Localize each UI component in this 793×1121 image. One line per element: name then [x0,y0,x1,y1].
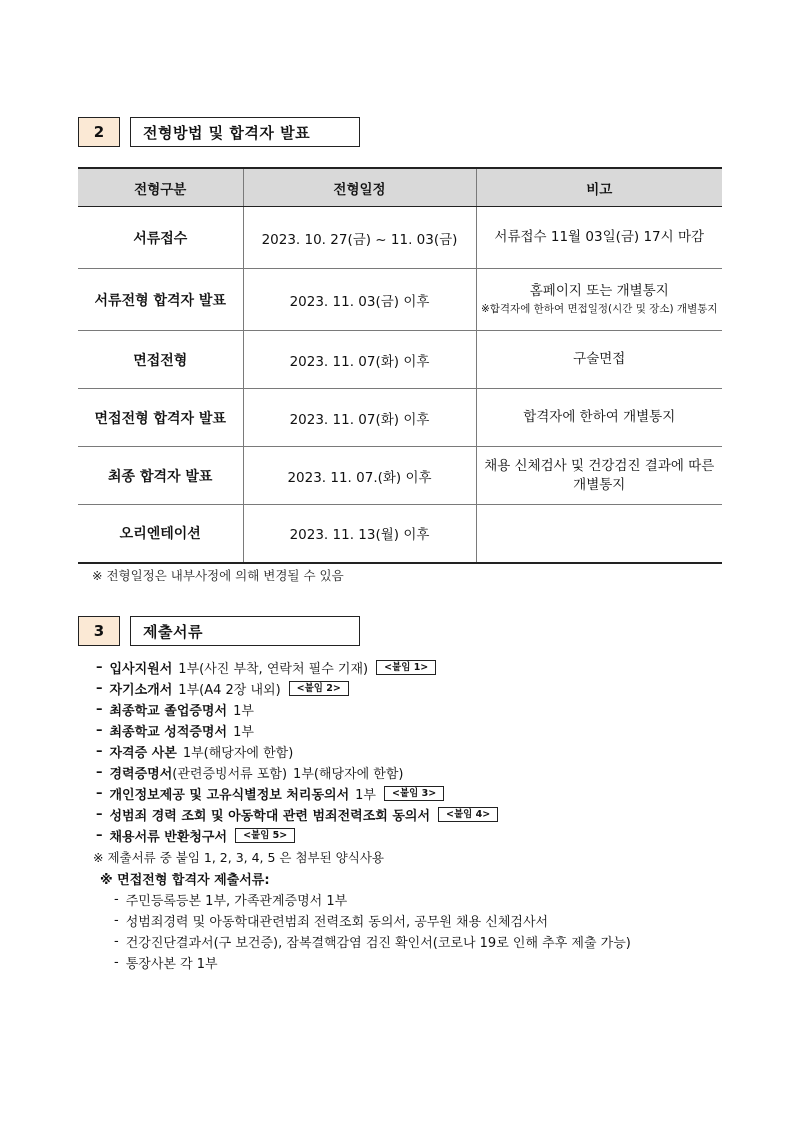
table-row [78,269,722,331]
row-note-small: ※합격자에 한하여 면접일정(시간 및 장소) 개별통지 [480,303,718,315]
row-category: 서류전형 합격자 발표 [78,269,243,331]
list-item [96,804,736,825]
row-note: 서류접수 11월 03일(금) 17시 마감 [476,207,722,269]
row-category: 서류접수 [78,207,243,269]
row-category: 면접전형 [78,331,243,389]
list-dash: – [96,744,103,759]
attachment-tag: <붙임 5> [235,828,295,843]
section-2-title: 전형방법 및 합격자 발표 [130,117,360,147]
row-date: 2023. 11. 13(월) 이후 [243,505,476,563]
schedule-table [78,167,722,564]
doc-extra: 1부 [233,704,254,719]
doc-name: 채용서류 반환청구서 [109,830,228,845]
list-dash: – [96,786,103,801]
list-dash: – [96,807,103,822]
table-row [78,505,722,563]
row-date: 2023. 11. 07.(화) 이후 [243,447,476,505]
attachment-tag: <붙임 3> [384,786,444,801]
table-row [78,447,722,505]
row-category: 면접전형 합격자 발표 [78,389,243,447]
row-date: 2023. 11. 03(금) 이후 [243,269,476,331]
doc-name: 최종학교 졸업증명서 [109,704,228,719]
row-note [476,505,722,563]
list-item [96,825,736,846]
list-item [96,783,736,804]
interview-doc: 성범죄경력 및 아동학대관련범죄 전력조회 동의서, 공무원 채용 신체검사서 [125,915,549,930]
schedule-note: ※ 전형일정은 내부사정에 의해 변경될 수 있음 [92,568,344,583]
table-row [78,207,722,269]
header-category: 전형구분 [78,168,243,207]
row-note: 합격자에 한하여 개별통지 [476,389,722,447]
doc-extra: 1부 [233,725,254,740]
section-3-number: 3 [78,616,120,646]
doc-name: 최종학교 성적증명서 [109,725,228,740]
row-note [476,269,722,331]
list-item [96,762,736,783]
list-item [114,952,736,973]
list-dash: – [96,765,103,780]
row-date: 2023. 11. 07(화) 이후 [243,389,476,447]
attachment-tag: <붙임 1> [376,660,436,675]
list-item [96,741,736,762]
doc-paren: (관련증빙서류 포함) [172,767,288,782]
doc-extra: 1부(A4 2장 내외) [178,683,281,698]
document-list [93,657,736,973]
interview-doc: 통장사본 각 1부 [125,957,218,972]
header-remarks: 비고 [476,168,722,207]
interview-doc: 주민등록등본 1부, 가족관계증명서 1부 [125,894,348,909]
row-category: 최종 합격자 발표 [78,447,243,505]
list-item [114,910,736,931]
list-dash: – [96,660,103,675]
doc-name: 입사지원서 [109,662,173,677]
doc-name: 경력증명서 [109,767,173,782]
doc-extra: 1부(해당자에 한함) [182,746,294,761]
list-item [96,699,736,720]
list-dash: – [96,723,103,738]
doc-name: 개인정보제공 및 고유식별정보 처리동의서 [109,788,350,803]
list-dash: - [114,955,119,970]
row-date: 2023. 11. 07(화) 이후 [243,331,476,389]
doc-extra: 1부(해당자에 한함) [293,767,404,782]
attachment-tag: <붙임 2> [289,681,349,696]
list-dash: – [96,702,103,717]
section-2-number: 2 [78,117,120,147]
doc-extra: 1부(사진 부착, 연락처 필수 기재) [178,662,369,677]
row-note: 구술면접 [476,331,722,389]
attachment-tag: <붙임 4> [438,807,498,822]
section-3-title: 제출서류 [130,616,360,646]
doc-name: 자격증 사본 [109,746,177,761]
list-dash: - [114,934,119,949]
row-note: 채용 신체검사 및 건강검진 결과에 따른 개별통지 [476,447,722,505]
list-item [96,657,736,678]
table-row [78,389,722,447]
interview-doc: 건강진단결과서(구 보건증), 잠복결핵감염 검진 확인서(코로나 19로 인해 추후 제출 가능) [125,936,631,951]
documents-note: ※ 제출서류 중 붙임 1, 2, 3, 4, 5 은 첨부된 양식사용 [93,849,384,865]
doc-extra: 1부 [355,788,376,803]
list-dash: – [96,828,103,843]
row-note-main: 홈페이지 또는 개별통지 [529,283,669,299]
row-category: 오리엔테이션 [78,505,243,563]
list-dash: - [114,913,119,928]
list-item [114,931,736,952]
table-row [78,331,722,389]
list-item [96,678,736,699]
section-3-header [78,616,360,646]
row-date: 2023. 10. 27(금) ~ 11. 03(금) [243,207,476,269]
list-dash: - [114,892,119,907]
interview-docs-heading: ※ 면접전형 합격자 제출서류: [100,872,270,888]
list-item [114,889,736,910]
doc-name: 성범죄 경력 조회 및 아동학대 관련 범죄전력조회 동의서 [109,809,431,824]
doc-name: 자기소개서 [109,683,173,698]
header-schedule: 전형일정 [243,168,476,207]
list-item [96,720,736,741]
section-2-header [78,117,360,147]
list-dash: – [96,681,103,696]
table-header-row [78,168,722,207]
